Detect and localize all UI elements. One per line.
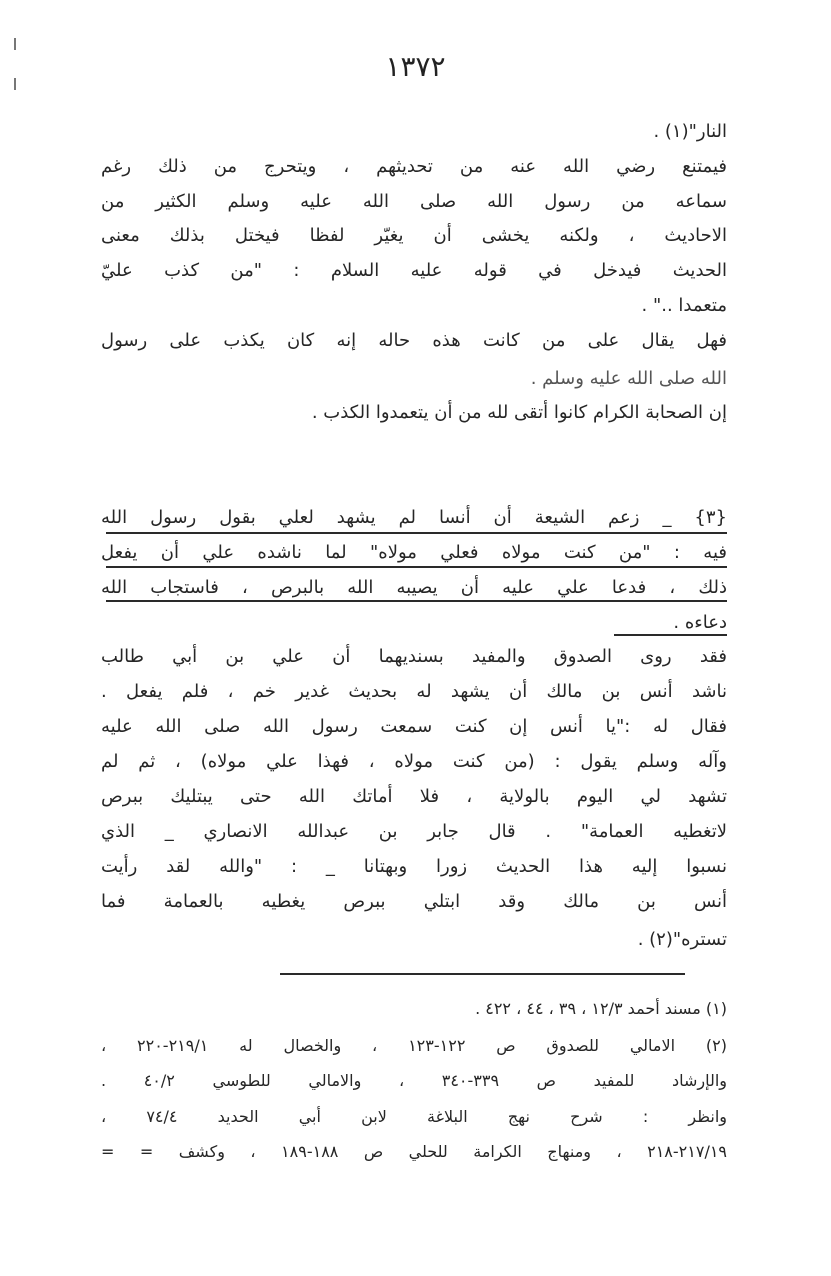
claim-line: {٣} _ زعم الشيعة أن أنسا لم يشهد لعلي بقول رسول الله <box>101 507 727 528</box>
body-line: متعمدا .." . <box>641 295 727 316</box>
response-line: ناشد أنس بن مالك أن يشهد له بحديث غدير خم ، فلم يفعل . <box>101 681 727 702</box>
footnote-separator <box>280 973 685 975</box>
response-line: تشهد لي اليوم بالولاية ، فلا أماتك الله حتى يبتليك ببرص <box>101 786 727 807</box>
claim-underline <box>106 532 727 534</box>
claim-underline <box>106 566 727 568</box>
body-line: الحديث فيدخل في قوله عليه السلام : "من كذب عليّ <box>101 260 727 281</box>
footnote-line: ٢١٧/١٩-٢١٨ ، ومنهاج الكرامة للحلي ص ١٨٨-١٨٩ ، وكشف = = <box>101 1142 728 1161</box>
claim-line: دعاءه . <box>673 612 727 633</box>
claim-line: فيه : "من كنت مولاه فعلي مولاه" لما ناشده علي أن يفعل <box>101 542 727 563</box>
body-line: الاحاديث ، ولكنه يخشى أن يغيّر لفظا فيختل بذلك معنى <box>101 225 727 246</box>
footnote-line: وانظر : شرح نهج البلاغة لابن أبي الحديد ٧٤/٤ ، <box>101 1107 728 1126</box>
footnote-line: (٢) الامالي للصدوق ص ١٢٢-١٢٣ ، والخصال له ٢١٩/١-٢٢٠ ، <box>101 1036 727 1055</box>
response-line: فقد روى الصدوق والمفيد بسنديهما أن علي بن أبي طالب <box>101 646 727 667</box>
response-line: تستره"(٢) . <box>637 929 727 950</box>
claim-underline <box>106 600 727 602</box>
body-line: سماعه من رسول الله صلى الله عليه وسلم الكثير من <box>101 191 727 212</box>
page-number: ١٣٧٢ <box>385 50 446 83</box>
claim-underline <box>614 634 727 636</box>
response-line: وآله وسلم يقول : (من كنت مولاه ، فهذا علي مولاه) ، ثم لم <box>101 751 727 772</box>
margin-mark <box>14 38 16 50</box>
footnote-line: والإرشاد للمفيد ص ٣٣٩-٣٤٠ ، والامالي للطوسي ٤٠/٢ . <box>101 1071 728 1090</box>
response-line: أنس بن مالك وقد ابتلي ببرص يغطيه بالعمامة فما <box>101 891 727 912</box>
response-line: فقال له :"يا أنس إن كنت سمعت رسول الله صلى الله عليه <box>101 716 727 737</box>
body-line: فهل يقال على من كانت هذه حاله إنه كان يكذب على رسول <box>101 330 727 351</box>
body-line: النار"(١) . <box>653 121 727 142</box>
response-line: لاتغطيه العمامة" . قال جابر بن عبدالله الانصاري _ الذي <box>101 821 727 842</box>
footnote-line: (١) مسند أحمد ١٢/٣ ، ٣٩ ، ٤٤ ، ٤٢٢ . <box>475 999 727 1018</box>
claim-line: ذلك ، فدعا علي عليه أن يصيبه الله بالبرص ، فاستجاب الله <box>101 577 727 598</box>
body-line: إن الصحابة الكرام كانوا أتقى لله من أن يتعمدوا الكذب . <box>311 402 727 423</box>
body-line: فيمتنع رضي الله عنه من تحديثهم ، ويتحرج من ذلك رغم <box>101 156 727 177</box>
body-line: الله صلى الله عليه وسلم . <box>530 368 727 389</box>
response-line: نسبوا إليه هذا الحديث زورا وبهتانا _ : "والله لقد رأيت <box>101 856 727 877</box>
